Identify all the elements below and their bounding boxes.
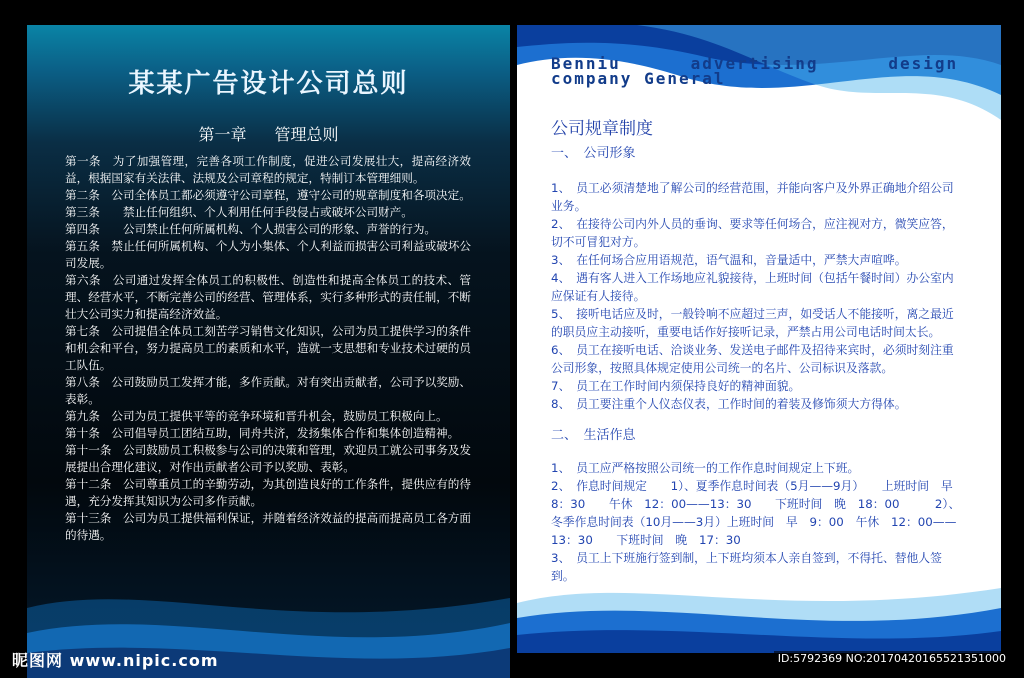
- rule-item: 8、 员工要注重个人仪态仪表，工作时间的着装及修饰须大方得体。: [551, 397, 907, 411]
- article-list: [65, 153, 471, 544]
- rule-item: 2、 在接待公司内外人员的垂询、要求等任何场合，应注视对方，微笑应答，切不可冒犯对方。: [551, 217, 954, 249]
- article-item: 第六条 公司通过发挥全体员工的积极性、创造性和提高全体员工的技术、管理、经营水平，不断完善公司的经营、管理体系，实行多种形式的责任制，不断壮大公司实力和提高经济效益。: [65, 273, 471, 321]
- article-item: 第二条 公司全体员工都必须遵守公司章程，遵守公司的规章制度和各项决定。: [65, 188, 471, 202]
- article-item: 第十二条 公司尊重员工的辛勤劳动，为其创造良好的工作条件，提供应有的待遇，充分发挥其知识为公司多作贡献。: [65, 477, 471, 508]
- article-item: 第一条 为了加强管理，完善各项工作制度，促进公司发展壮大，提高经济效益，根据国家有关法律、法规及公司章程的规定，特制订本管理细则。: [65, 154, 471, 185]
- english-tagline: [551, 56, 991, 86]
- left-page: [27, 25, 510, 678]
- article-item: 第九条 公司为员工提供平等的竞争环境和晋升机会，鼓励员工积极向上。: [65, 409, 448, 423]
- rule-item: 7、 员工在工作时间内须保持良好的精神面貌。: [551, 379, 801, 393]
- watermark-logo: 昵图网 www.nipic.com: [12, 651, 219, 670]
- rule-item: 4、 遇有客人进入工作场地应礼貌接待，上班时间（包括午餐时间）办公室内应保证有人接待。: [551, 271, 954, 303]
- rule-item: 1、 员工应严格按照公司统一的工作作息时间规定上下班。: [551, 461, 860, 475]
- rule-item: 2、 作息时间规定 1）、夏季作息时间表（5月——9月） 上班时间 早8：30 午休 12：00——13：30 下班时间 晚 18：00 2）、冬季作息时间表（10月——3月）上班时间 早 9：00 午休 12：00——13：30 下班时间 晚 17：30: [551, 479, 961, 547]
- rule-item: 3、 在任何场合应用语规范，语气温和，音量适中，严禁大声喧哗。: [551, 253, 907, 267]
- watermark-id: ID:5792369 NO:20170420165521351000: [774, 651, 1010, 666]
- left-page-title: 某某广告设计公司总则: [128, 69, 409, 99]
- english-line-2: company General: [551, 69, 726, 88]
- article-item: 第七条 公司提倡全体员工刻苦学习销售文化知识，公司为员工提供学习的条件和机会和平台，努力提高员工的素质和水平，造就一支思想和专业技术过硬的员工队伍。: [65, 324, 471, 372]
- chapter-heading: [27, 122, 510, 145]
- right-page: [517, 25, 1001, 653]
- rule-item: 6、 员工在接听电话、洽谈业务、发送电子邮件及招待来宾时，必须时刻注重公司形象，按照具体规定使用公司统一的名片、公司标识及落款。: [551, 343, 954, 375]
- section-title: 二、 生活作息: [551, 428, 636, 443]
- english-line-1: Benniu advertising design: [551, 54, 959, 73]
- article-item: 第十条 公司倡导员工团结互助，同舟共济，发扬集体合作和集体创造精神。: [65, 426, 460, 440]
- article-item: 第五条 禁止任何所属机构、个人为小集体、个人利益而损害公司利益或破坏公司发展。: [65, 239, 471, 270]
- rule-item: 5、 接听电话应及时，一般铃响不应超过三声，如受话人不能接听，离之最近的职员应主动接听，重要电话作好接听记录，严禁占用公司电话时间太长。: [551, 307, 954, 339]
- chapter-number: 第一章: [198, 125, 247, 144]
- right-page-heading: 公司规章制度: [551, 119, 653, 139]
- section-title: 一、 公司形象: [551, 146, 636, 161]
- rule-item: 1、 员工必须清楚地了解公司的经营范围，并能向客户及外界正确地介绍公司业务。: [551, 181, 954, 213]
- rule-item: 3、 员工上下班施行签到制，上下班均须本人亲自签到，不得托、替他人签到。: [551, 551, 942, 583]
- bottom-wave-decoration: [517, 573, 1001, 653]
- chapter-name: 管理总则: [274, 125, 339, 144]
- article-item: 第十一条 公司鼓励员工积极参与公司的决策和管理，欢迎员工就公司事务及发展提出合理化建议，对作出贡献者公司予以奖励、表彰。: [65, 443, 471, 474]
- article-item: 第八条 公司鼓励员工发挥才能，多作贡献。对有突出贡献者，公司予以奖励、表彰。: [65, 375, 471, 406]
- article-item: 第十三条 公司为员工提供福利保证，并随着经济效益的提高而提高员工各方面的待遇。: [65, 511, 471, 542]
- rules-body: [551, 145, 961, 585]
- article-item: 第四条 公司禁止任何所属机构、个人损害公司的形象、声誉的行为。: [65, 222, 437, 236]
- article-item: 第三条 禁止任何组织、个人利用任何手段侵占或破坏公司财产。: [65, 205, 413, 219]
